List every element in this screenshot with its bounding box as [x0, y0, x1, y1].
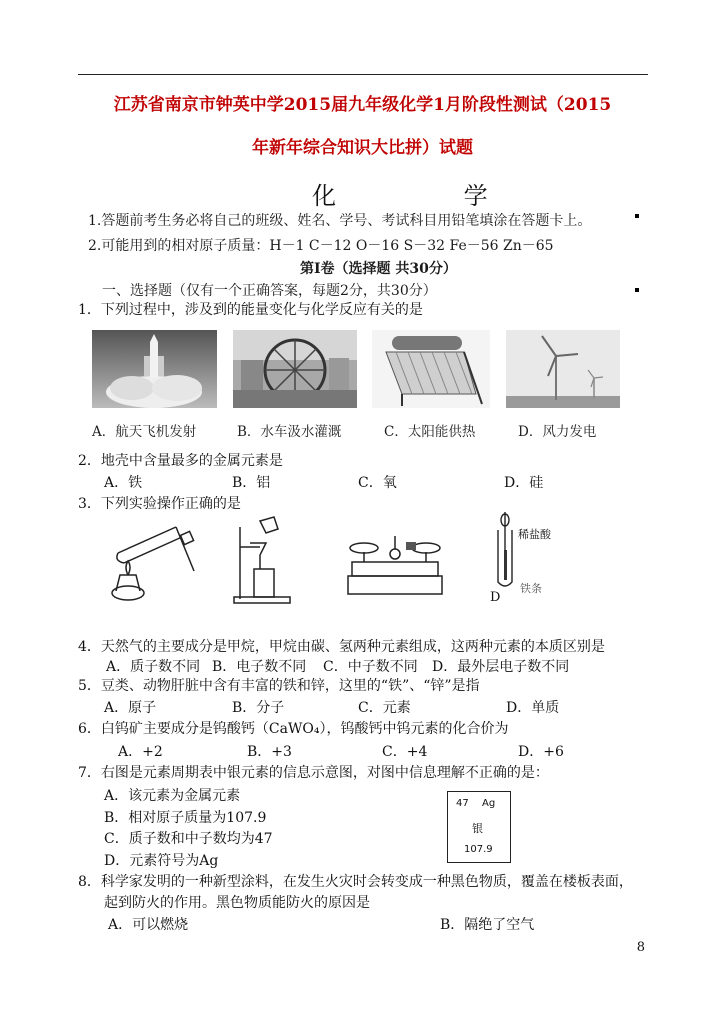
q2-option-a: A．铁 [104, 475, 143, 491]
q6-option-a: A．+2 [118, 744, 163, 760]
atomic-number: 47 [456, 798, 469, 809]
lab-filtration-diagram [232, 513, 294, 605]
q1-caption-d: D．风力发电 [518, 424, 597, 440]
q7-stem: 7．右图是元素周期表中银元素的信息示意图，对图中信息理解不正确的是： [78, 765, 549, 781]
q8-option-b: B．隔绝了空气 [440, 917, 535, 933]
waterwheel-photo [233, 330, 357, 408]
scan-mark [635, 214, 639, 218]
q3-option-d-label: D [490, 590, 501, 605]
q5-option-d: D．单质 [506, 700, 560, 716]
element-symbol: Ag [482, 798, 496, 809]
section-subtitle: 一、选择题（仅有一个正确答案，每题2分，共30分） [102, 283, 437, 299]
q4-stem: 4．天然气的主要成分是甲烷，甲烷由碳、氢两种元素组成，这两种元素的本质区别是 [78, 639, 605, 655]
solar-heater-photo [372, 330, 490, 408]
scan-mark [635, 288, 639, 292]
q6-option-d: D．+6 [518, 744, 564, 760]
q7-option-c: C．质子数和中子数均为47 [104, 831, 273, 847]
q6-stem: 6．白钨矿主要成分是钨酸钙（CaWO₄），钨酸钙中钨元素的化合价为 [78, 721, 509, 737]
top-rule [78, 74, 648, 75]
acid-label: 稀盐酸 [518, 528, 551, 541]
q7-option-d: D．元素符号为Ag [104, 853, 219, 869]
q1-caption-a: A．航天飞机发射 [92, 424, 197, 440]
q3-stem: 3．下列实验操作正确的是 [78, 496, 241, 512]
q5-option-a: A．原子 [104, 700, 157, 716]
q7-option-a: A．该元素为金属元素 [104, 788, 241, 804]
element-name: 银 [472, 822, 483, 835]
q4-option-c: C．中子数不同 [323, 659, 418, 675]
silver-element-card [447, 791, 511, 863]
q4-option-d: D．最外层电子数不同 [432, 659, 570, 675]
subject-heading: 化 学 [312, 182, 548, 210]
q6-option-b: B．+3 [247, 744, 292, 760]
q8-stem-line1: 8．科学家发明的一种新型涂料，在发生火灾时会转变成一种黑色物质，覆盖在楼板表面， [78, 874, 633, 890]
q1-stem: 1．下列过程中，涉及到的能量变化与化学反应有关的是 [78, 302, 423, 318]
q5-option-c: C．元素 [358, 700, 411, 716]
q4-option-b: B．电子数不同 [212, 659, 307, 675]
note-2: 2.可能用到的相对原子质量：H－1 C－12 O－16 S－32 Fe－56 Zn－65 [88, 238, 554, 254]
shuttle-launch-photo [92, 330, 217, 408]
doc-title-line2: 年新年综合知识大比拼）试题 [252, 138, 473, 158]
q4-option-a: A．质子数不同 [106, 659, 201, 675]
iron-strip-label: 铁条 [520, 582, 542, 595]
section-title: 第Ⅰ卷（选择题 共30分） [300, 261, 457, 277]
note-1: 1.答题前考生务必将自己的班级、姓名、学号、考试科目用铅笔填涂在答题卡上。 [88, 213, 592, 229]
q2-option-c: C．氧 [358, 475, 397, 491]
q2-option-d: D．硅 [504, 475, 544, 491]
q2-stem: 2．地壳中含量最多的金属元素是 [78, 453, 283, 469]
lab-test-tube-diagram [490, 510, 520, 592]
q7-option-b: B．相对原子质量为107.9 [104, 810, 267, 826]
doc-title-line1: 江苏省南京市钟英中学2015届九年级化学1月阶段性测试（2015 [113, 95, 612, 115]
atomic-mass: 107.9 [464, 844, 493, 855]
q2-option-b: B．铝 [232, 475, 271, 491]
q5-stem: 5．豆类、动物肝脏中含有丰富的铁和锌，这里的“铁”、“锌”是指 [78, 678, 480, 694]
q8-option-a: A．可以燃烧 [108, 917, 189, 933]
q8-stem-line2: 起到防火的作用。黑色物质能防火的原因是 [104, 895, 370, 911]
wind-turbine-photo [506, 330, 620, 408]
lab-heating-tube-diagram [98, 513, 198, 605]
q1-caption-c: C．太阳能供热 [384, 424, 476, 440]
lab-balance-diagram [346, 532, 444, 602]
q6-option-c: C．+4 [382, 744, 428, 760]
q1-caption-b: B．水车汲水灌溉 [237, 424, 342, 440]
q5-option-b: B．分子 [232, 700, 285, 716]
page-number: 8 [636, 940, 645, 955]
